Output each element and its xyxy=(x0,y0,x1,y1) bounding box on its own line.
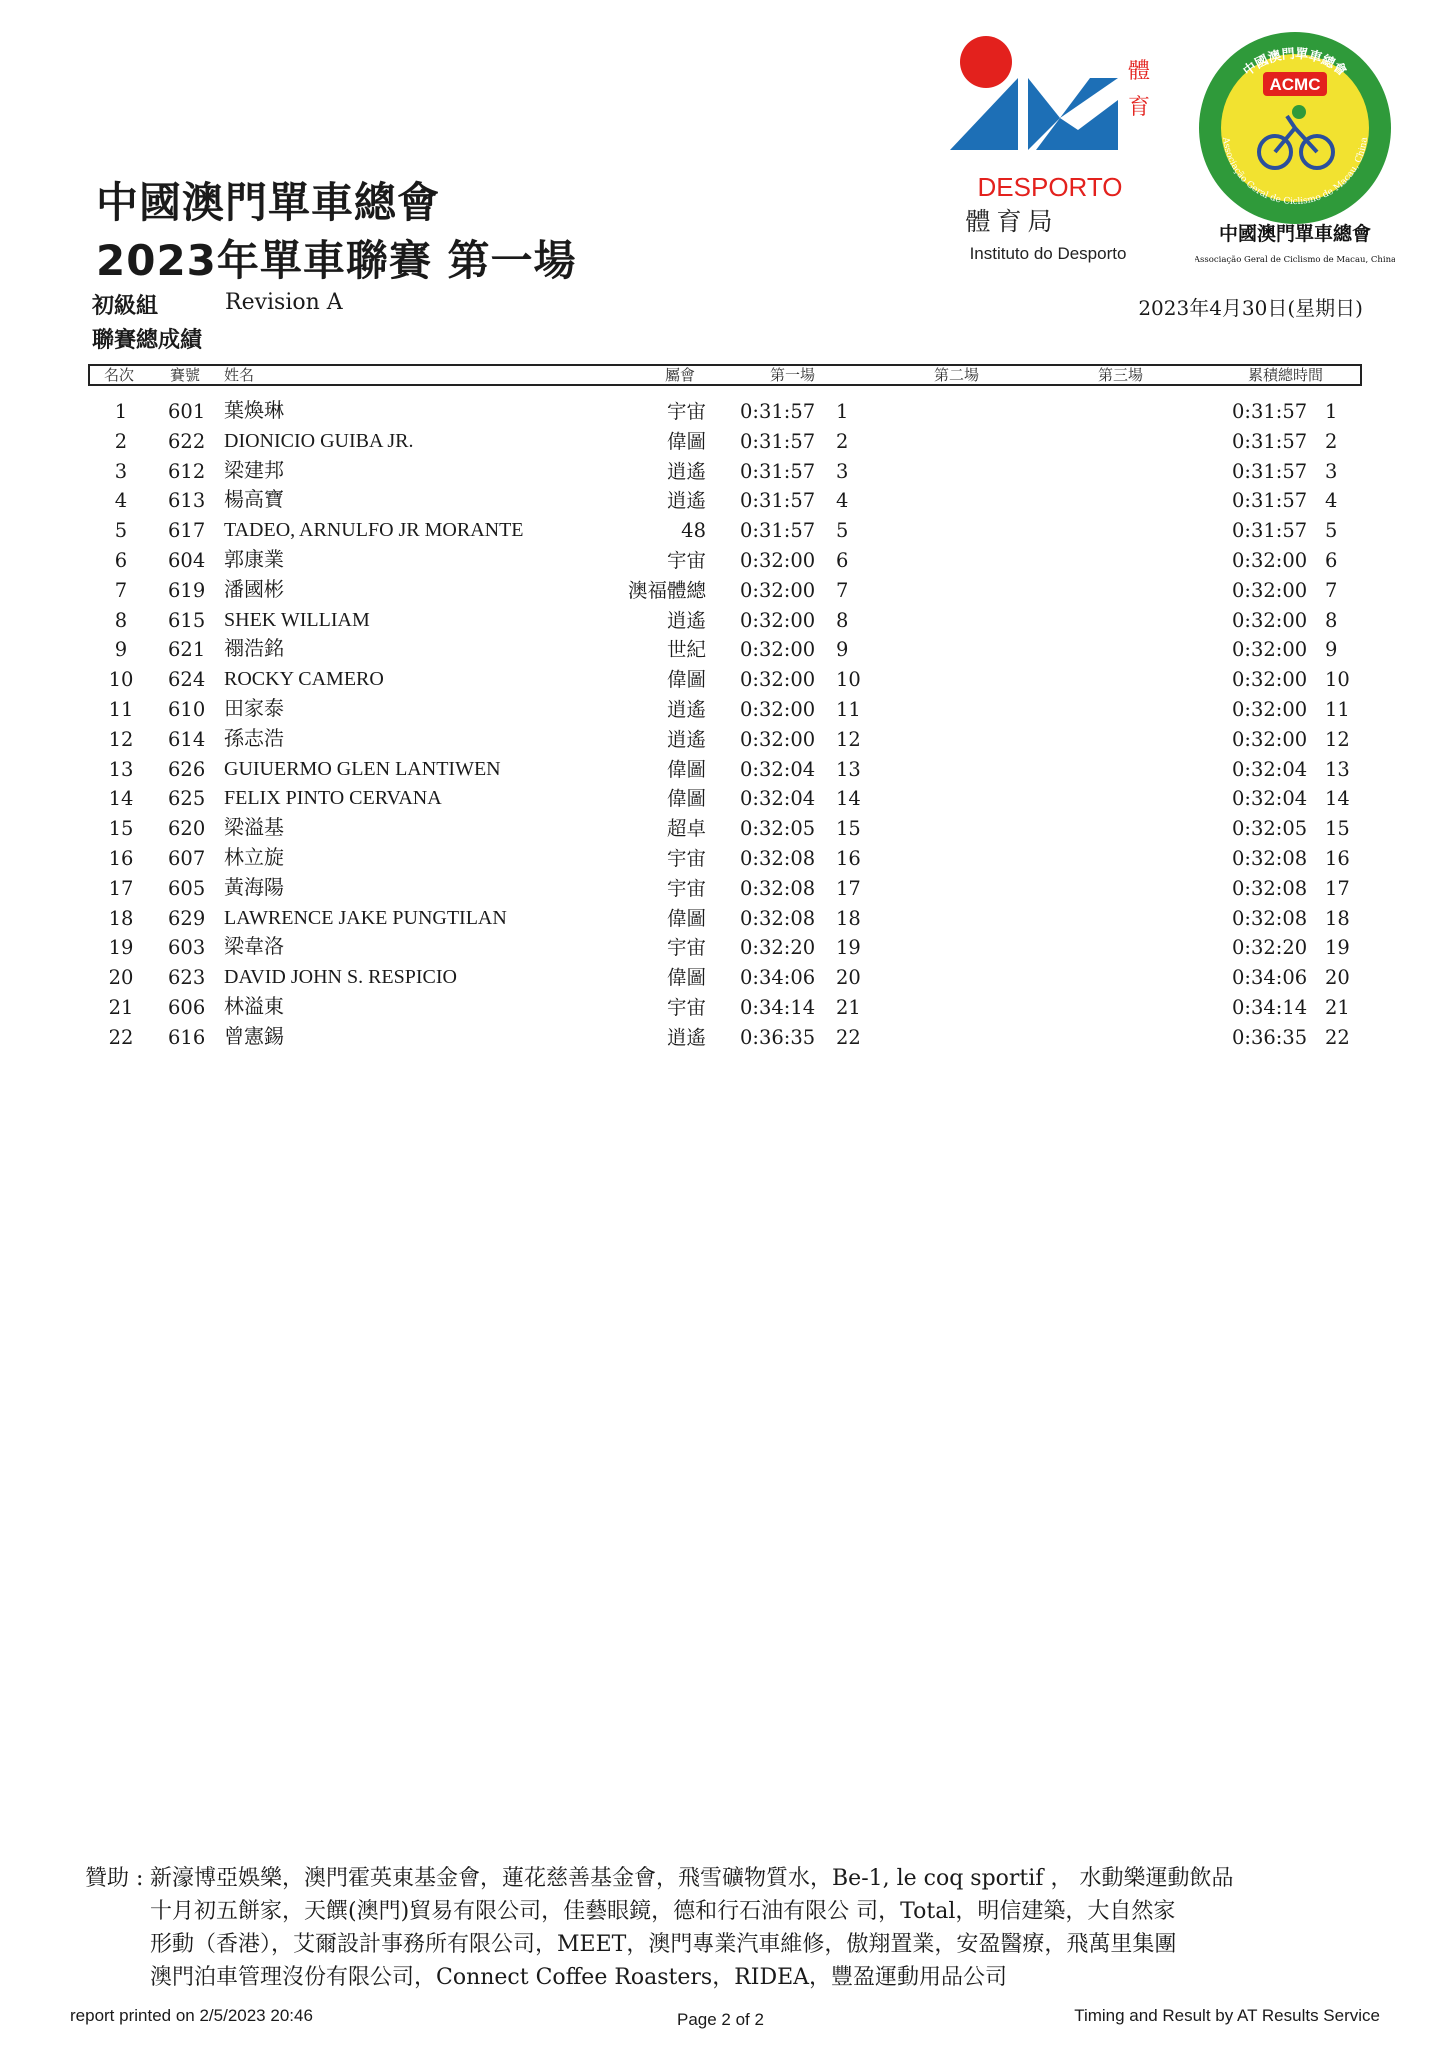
total-time-cell: 0:34:14 xyxy=(1232,995,1308,1019)
table-row xyxy=(0,546,1448,576)
race1-position-cell: 10 xyxy=(836,668,861,692)
total-position-cell: 13 xyxy=(1325,757,1350,781)
race1-position-cell: 6 xyxy=(836,548,849,572)
race1-time-cell: 0:32:00 xyxy=(740,578,816,602)
total-time-cell: 0:32:00 xyxy=(1232,578,1308,602)
race1-position-cell: 7 xyxy=(836,578,849,602)
club-cell: 宇宙 xyxy=(666,548,706,572)
bib-cell: 620 xyxy=(168,817,206,841)
club-cell: 偉圖 xyxy=(666,668,706,692)
total-time-cell: 0:31:57 xyxy=(1232,400,1308,423)
race1-position-cell: 14 xyxy=(836,787,861,811)
total-position-cell: 3 xyxy=(1325,459,1338,483)
bib-cell: 621 xyxy=(168,638,206,662)
race1-time-cell: 0:32:20 xyxy=(740,936,816,960)
race1-time-cell: 0:31:57 xyxy=(740,400,816,423)
total-time-cell: 0:31:57 xyxy=(1232,489,1308,513)
race1-time-cell: 0:32:08 xyxy=(740,846,816,870)
desporto-word: DESPORTO xyxy=(977,172,1123,202)
total-time-cell: 0:32:00 xyxy=(1232,548,1308,572)
club-cell: 逍遙 xyxy=(666,489,706,513)
rank-cell: 13 xyxy=(108,757,134,781)
total-position-cell: 12 xyxy=(1325,727,1350,751)
bib-cell: 601 xyxy=(168,400,206,423)
club-cell: 超卓 xyxy=(666,817,706,841)
club-cell: 逍遙 xyxy=(666,697,706,721)
total-position-cell: 9 xyxy=(1325,638,1338,662)
race1-time-cell: 0:34:14 xyxy=(740,995,816,1019)
club-cell: 逍遙 xyxy=(666,727,706,751)
name-cell: DIONICIO GUIBA JR. xyxy=(224,429,414,452)
race1-position-cell: 4 xyxy=(836,489,849,513)
club-cell: 偉圖 xyxy=(666,966,706,990)
rank-cell: 22 xyxy=(108,1025,134,1049)
page-number: Page 2 of 2 xyxy=(677,2010,764,2029)
race1-time-cell: 0:32:05 xyxy=(740,817,816,841)
race1-position-cell: 15 xyxy=(836,817,861,841)
club-cell: 偉圖 xyxy=(666,757,706,781)
name-cell: SHEK WILLIAM xyxy=(224,608,370,631)
club-cell: 偉圖 xyxy=(666,787,706,811)
club-cell: 宇宙 xyxy=(666,876,706,900)
total-time-cell: 0:32:08 xyxy=(1232,846,1308,870)
name-cell: 禤浩銘 xyxy=(224,638,284,661)
bib-cell: 606 xyxy=(168,995,206,1019)
race1-position-cell: 18 xyxy=(836,906,861,930)
race1-time-cell: 0:34:06 xyxy=(740,966,816,990)
total-position-cell: 16 xyxy=(1325,846,1350,870)
total-position-cell: 7 xyxy=(1325,578,1338,602)
name-cell: 梁建邦 xyxy=(224,459,284,482)
club-cell: 宇宙 xyxy=(666,846,706,870)
total-time-cell: 0:32:08 xyxy=(1232,876,1308,900)
race1-time-cell: 0:32:08 xyxy=(740,906,816,930)
acmc-pt: Associação Geral de Ciclismo de Macau, China xyxy=(1195,255,1395,265)
acmc-cn: 中國澳門單車總會 xyxy=(1218,223,1372,245)
bib-cell: 610 xyxy=(168,697,206,721)
col-race3: 第三場 xyxy=(1098,366,1144,384)
name-cell: LAWRENCE JAKE PUNGTILAN xyxy=(224,906,507,929)
race1-time-cell: 0:32:08 xyxy=(740,876,816,900)
bib-cell: 605 xyxy=(168,876,206,900)
rank-cell: 18 xyxy=(108,906,134,930)
rank-cell: 8 xyxy=(114,608,128,632)
table-row xyxy=(0,963,1448,993)
table-row xyxy=(0,397,1448,427)
report-subtitle: 聯賽總成績 xyxy=(92,328,203,353)
race1-position-cell: 1 xyxy=(836,400,849,423)
race1-time-cell: 0:36:35 xyxy=(740,1025,816,1049)
club-cell: 宇宙 xyxy=(666,400,706,423)
results-table-body xyxy=(0,397,1448,1053)
rank-cell: 7 xyxy=(114,578,128,602)
total-time-cell: 0:32:04 xyxy=(1232,757,1308,781)
club-cell: 世紀 xyxy=(666,638,706,662)
race1-time-cell: 0:32:04 xyxy=(740,757,816,781)
table-row xyxy=(0,784,1448,814)
race1-time-cell: 0:32:00 xyxy=(740,608,816,632)
table-row xyxy=(0,606,1448,636)
total-time-cell: 0:32:04 xyxy=(1232,787,1308,811)
sponsor-line: 形動（香港），艾爾設計事務所有限公司，MEET，澳門專業汽車維修，傲翔置業，安盈醫療，飛萬里集團 xyxy=(150,1932,1177,1957)
table-row xyxy=(0,933,1448,963)
name-cell: 孫志浩 xyxy=(224,727,284,750)
table-row xyxy=(0,665,1448,695)
desporto-logo-graphic xyxy=(950,30,1150,270)
race1-position-cell: 17 xyxy=(836,876,861,900)
rank-cell: 3 xyxy=(114,459,128,483)
race1-time-cell: 0:32:04 xyxy=(740,787,816,811)
total-position-cell: 1 xyxy=(1325,400,1338,423)
total-position-cell: 6 xyxy=(1325,548,1338,572)
desporto-logo xyxy=(950,30,1150,270)
table-row xyxy=(0,427,1448,457)
race1-position-cell: 22 xyxy=(836,1025,861,1049)
acmc-logo-graphic xyxy=(1195,28,1395,278)
acmc-ring-bottom: Associação Geral de Ciclismo de Macau, China xyxy=(1220,136,1370,208)
table-row xyxy=(0,576,1448,606)
total-position-cell: 18 xyxy=(1325,906,1350,930)
name-cell: 田家泰 xyxy=(224,697,284,720)
revision-label: Revision A xyxy=(225,290,343,315)
total-position-cell: 15 xyxy=(1325,817,1350,841)
club-cell: 澳福體總 xyxy=(627,578,706,602)
rank-cell: 9 xyxy=(114,638,128,662)
rank-cell: 15 xyxy=(108,817,134,841)
club-cell: 逍遙 xyxy=(666,1025,706,1049)
bib-cell: 626 xyxy=(168,757,206,781)
race1-position-cell: 21 xyxy=(836,995,861,1019)
col-name: 姓名 xyxy=(224,366,255,384)
sponsor-line: 十月初五餅家，天饌(澳門)貿易有限公司，佳藝眼鏡，德和行石油有限公 司，Total，明信建築，大自然家 xyxy=(150,1899,1176,1924)
rank-cell: 1 xyxy=(114,400,128,423)
race1-time-cell: 0:31:57 xyxy=(740,519,816,543)
sponsor-line: 新濠博亞娛樂，澳門霍英東基金會，蓮花慈善基金會，飛雪礦物質水，Be-1, le coq sportif ， 水動樂運動飲品 xyxy=(150,1866,1234,1891)
desporto-pt: Instituto do Desporto xyxy=(969,244,1127,263)
club-cell: 逍遙 xyxy=(666,459,706,483)
total-time-cell: 0:32:08 xyxy=(1232,906,1308,930)
total-position-cell: 2 xyxy=(1325,429,1338,453)
col-rank: 名次 xyxy=(104,366,135,384)
org-title: 中國澳門單車總會 xyxy=(96,178,441,227)
sponsor-label: 贊助 : xyxy=(85,1866,144,1891)
total-position-cell: 10 xyxy=(1325,668,1350,692)
timing-credit: Timing and Result by AT Results Service xyxy=(1074,2006,1380,2025)
name-cell: 梁韋洛 xyxy=(224,936,284,959)
race1-position-cell: 5 xyxy=(836,519,849,543)
race1-position-cell: 8 xyxy=(836,608,849,632)
desporto-cn: 體育局 xyxy=(965,207,1059,236)
bib-cell: 624 xyxy=(168,668,206,692)
race1-position-cell: 13 xyxy=(836,757,861,781)
category-label: 初級組 xyxy=(92,294,159,319)
name-cell: GUIUERMO GLEN LANTIWEN xyxy=(224,757,501,780)
rank-cell: 6 xyxy=(114,548,128,572)
race1-time-cell: 0:32:00 xyxy=(740,638,816,662)
desporto-blue-triangle-left xyxy=(950,78,1018,150)
total-time-cell: 0:32:20 xyxy=(1232,936,1308,960)
total-time-cell: 0:34:06 xyxy=(1232,966,1308,990)
race1-position-cell: 3 xyxy=(836,459,849,483)
total-position-cell: 19 xyxy=(1325,936,1350,960)
rank-cell: 17 xyxy=(108,876,134,900)
table-row xyxy=(0,486,1448,516)
col-total: 累積總時間 xyxy=(1248,366,1324,384)
name-cell: 潘國彬 xyxy=(224,578,284,601)
bib-cell: 619 xyxy=(168,578,206,602)
bib-cell: 629 xyxy=(168,906,206,930)
race1-time-cell: 0:32:00 xyxy=(740,668,816,692)
total-position-cell: 20 xyxy=(1325,966,1350,990)
name-cell: ROCKY CAMERO xyxy=(224,668,384,691)
rank-cell: 16 xyxy=(108,846,134,870)
race1-time-cell: 0:32:00 xyxy=(740,697,816,721)
desporto-vertical-2: 育 xyxy=(1128,95,1150,120)
table-row xyxy=(0,516,1448,546)
club-cell: 偉圖 xyxy=(666,429,706,453)
rank-cell: 14 xyxy=(108,787,134,811)
col-race1: 第一場 xyxy=(770,366,816,384)
rank-cell: 4 xyxy=(114,489,128,513)
total-time-cell: 0:32:00 xyxy=(1232,697,1308,721)
bib-cell: 625 xyxy=(168,787,206,811)
table-row xyxy=(0,844,1448,874)
race1-time-cell: 0:31:57 xyxy=(740,489,816,513)
total-time-cell: 0:32:00 xyxy=(1232,668,1308,692)
acmc-logo xyxy=(1195,28,1395,278)
rank-cell: 12 xyxy=(108,727,134,751)
race1-time-cell: 0:31:57 xyxy=(740,429,816,453)
col-bib: 賽號 xyxy=(170,366,201,384)
club-cell: 逍遙 xyxy=(666,608,706,632)
bib-cell: 603 xyxy=(168,936,206,960)
race1-time-cell: 0:31:57 xyxy=(740,459,816,483)
desporto-vertical-1: 體 xyxy=(1128,59,1150,84)
total-position-cell: 22 xyxy=(1325,1025,1350,1049)
bib-cell: 616 xyxy=(168,1025,206,1049)
results-table-header xyxy=(88,364,1362,386)
race1-time-cell: 0:32:00 xyxy=(740,548,816,572)
bib-cell: 622 xyxy=(168,429,206,453)
table-row xyxy=(0,1023,1448,1053)
race1-position-cell: 20 xyxy=(836,966,861,990)
club-cell: 偉圖 xyxy=(666,906,706,930)
desporto-red-circle xyxy=(960,36,1012,88)
name-cell: 梁溢基 xyxy=(224,817,284,840)
rank-cell: 19 xyxy=(108,936,134,960)
table-row xyxy=(0,635,1448,665)
race1-position-cell: 9 xyxy=(836,638,849,662)
table-row xyxy=(0,695,1448,725)
name-cell: TADEO, ARNULFO JR MORANTE xyxy=(224,519,524,542)
rank-cell: 10 xyxy=(108,668,134,692)
bib-cell: 617 xyxy=(168,519,206,543)
table-row xyxy=(0,993,1448,1023)
col-race2: 第二場 xyxy=(934,366,980,384)
race1-position-cell: 12 xyxy=(836,727,861,751)
bib-cell: 612 xyxy=(168,459,206,483)
name-cell: 林溢東 xyxy=(224,995,284,1018)
total-position-cell: 11 xyxy=(1325,697,1350,721)
name-cell: DAVID JOHN S. RESPICIO xyxy=(224,966,457,989)
cyclist-head-icon xyxy=(1292,105,1306,119)
bib-cell: 614 xyxy=(168,727,206,751)
name-cell: 葉煥琳 xyxy=(224,400,284,422)
total-position-cell: 14 xyxy=(1325,787,1350,811)
acmc-abbr: ACMC xyxy=(1269,75,1321,94)
event-title: 2023年單車聯賽 第一場 xyxy=(96,236,577,285)
table-row xyxy=(0,755,1448,785)
print-timestamp: report printed on 2/5/2023 20:46 xyxy=(70,2006,313,2025)
race1-position-cell: 16 xyxy=(836,846,861,870)
name-cell: 郭康業 xyxy=(224,548,284,571)
rank-cell: 5 xyxy=(114,519,128,543)
rank-cell: 21 xyxy=(108,995,134,1019)
total-position-cell: 4 xyxy=(1325,489,1338,513)
race1-time-cell: 0:32:00 xyxy=(740,727,816,751)
table-row xyxy=(0,904,1448,934)
race1-position-cell: 2 xyxy=(836,429,849,453)
name-cell: 楊高寶 xyxy=(224,489,284,512)
event-date: 2023年4月30日(星期日) xyxy=(1138,296,1363,320)
total-time-cell: 0:32:00 xyxy=(1232,608,1308,632)
rank-cell: 11 xyxy=(108,697,134,721)
table-row xyxy=(0,457,1448,487)
total-time-cell: 0:36:35 xyxy=(1232,1025,1308,1049)
bib-cell: 615 xyxy=(168,608,206,632)
table-row xyxy=(0,874,1448,904)
total-position-cell: 8 xyxy=(1325,608,1338,632)
club-cell: 宇宙 xyxy=(666,936,706,960)
name-cell: 林立旋 xyxy=(224,846,284,869)
race1-position-cell: 19 xyxy=(836,936,861,960)
race1-position-cell: 11 xyxy=(836,697,861,721)
name-cell: 黃海陽 xyxy=(224,876,284,899)
total-time-cell: 0:31:57 xyxy=(1232,429,1308,453)
total-position-cell: 17 xyxy=(1325,876,1350,900)
bib-cell: 613 xyxy=(168,489,206,513)
bib-cell: 623 xyxy=(168,966,206,990)
total-time-cell: 0:31:57 xyxy=(1232,459,1308,483)
total-time-cell: 0:32:00 xyxy=(1232,727,1308,751)
club-cell: 48 xyxy=(681,519,706,543)
table-row xyxy=(0,814,1448,844)
bib-cell: 607 xyxy=(168,846,206,870)
total-time-cell: 0:32:00 xyxy=(1232,638,1308,662)
name-cell: 曾憲錫 xyxy=(224,1025,284,1048)
club-cell: 宇宙 xyxy=(666,995,706,1019)
total-position-cell: 21 xyxy=(1325,995,1350,1019)
table-row xyxy=(0,725,1448,755)
rank-cell: 2 xyxy=(114,429,128,453)
total-time-cell: 0:32:05 xyxy=(1232,817,1308,841)
acmc-ring-top: 中國澳門單車總會 xyxy=(1240,46,1350,80)
col-club: 屬會 xyxy=(665,366,696,384)
name-cell: FELIX PINTO CERVANA xyxy=(224,787,442,810)
sponsor-line: 澳門泊車管理沒份有限公司，Connect Coffee Roasters，RIDEA，豐盈運動用品公司 xyxy=(150,1965,1008,1990)
bib-cell: 604 xyxy=(168,548,206,572)
total-time-cell: 0:31:57 xyxy=(1232,519,1308,543)
rank-cell: 20 xyxy=(108,966,134,990)
total-position-cell: 5 xyxy=(1325,519,1338,543)
